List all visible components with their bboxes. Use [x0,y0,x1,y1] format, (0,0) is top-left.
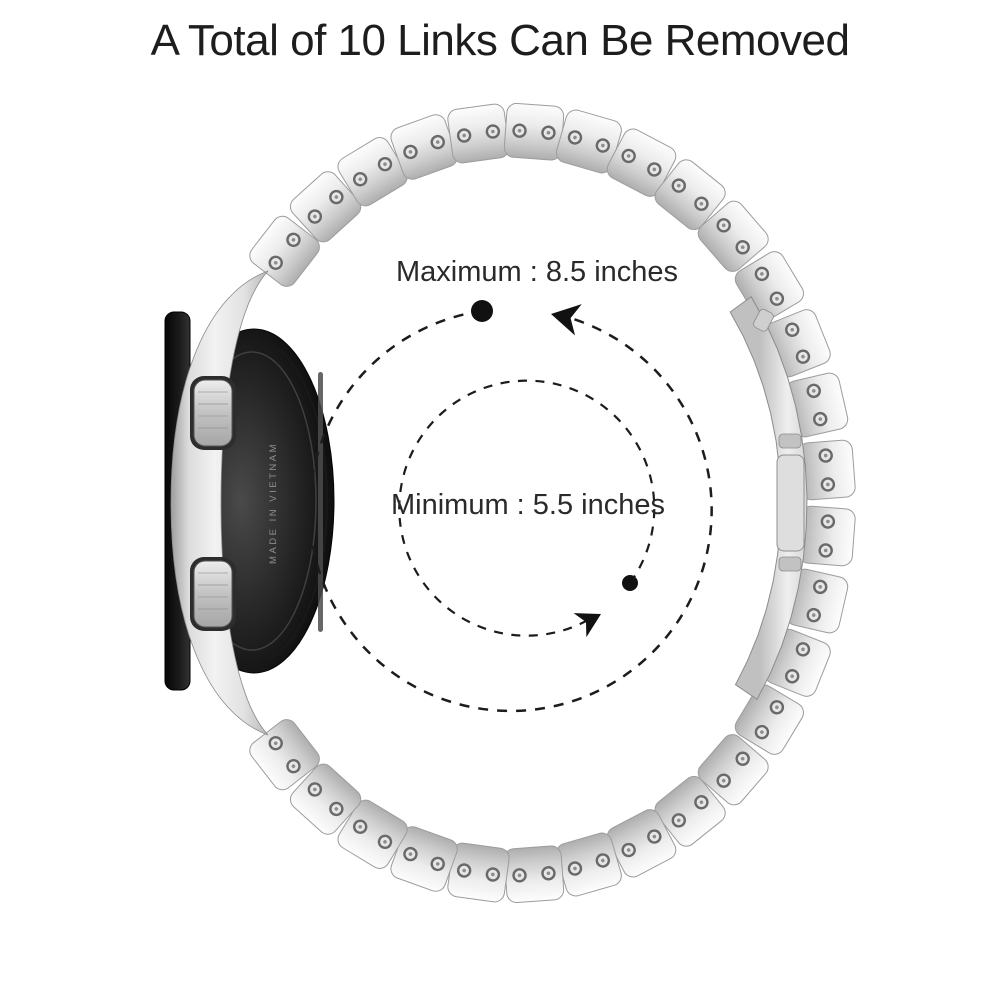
band-link [504,103,565,161]
inner-arrowhead-icon [574,602,608,637]
clasp-hinge-lower [779,557,801,571]
clasp-hinge-upper [779,434,801,448]
page-title: A Total of 10 Links Can Be Removed [150,16,850,65]
band-link [447,103,511,164]
band-link [504,845,565,903]
watch-button-lower [190,557,236,631]
watch-button-upper [190,376,236,450]
min-size-label: Minimum : 5.5 inches [391,489,665,521]
watch-engraving: MADE IN VIETNAM [268,442,279,564]
outer-arrowhead-icon [548,298,582,335]
watch [165,271,334,735]
watch-sensor-slit [318,372,323,632]
inner-start-dot [622,575,638,591]
outer-start-dot [471,300,493,322]
max-size-label: Maximum : 8.5 inches [395,256,679,288]
clasp-cover-plate [777,455,804,551]
